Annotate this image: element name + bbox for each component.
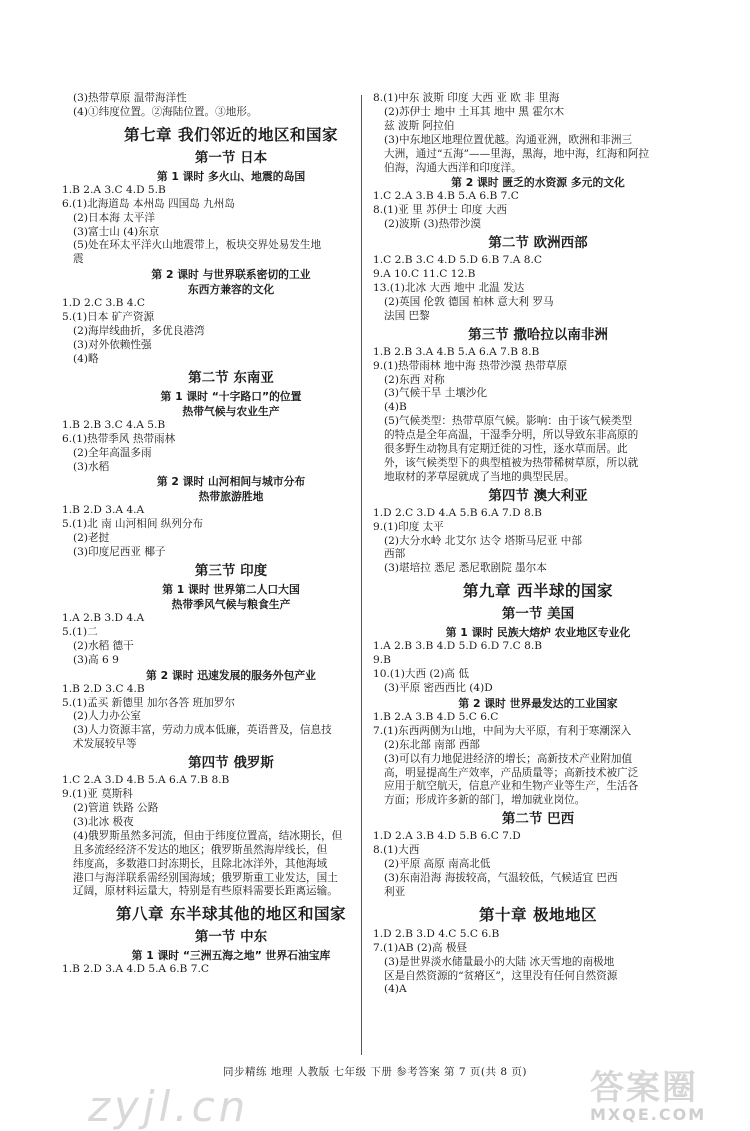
answer-line: (3)高 6 9 <box>73 653 119 666</box>
section-heading: 第二节 东南亚 <box>188 369 274 386</box>
answer-line: (2)波斯 (3)热带沙漠 <box>384 218 481 231</box>
answer-line: 1.B 2.D 3.A 4.A <box>62 504 145 517</box>
answer-line: (3)热带草原 温带海洋性 <box>73 92 187 104</box>
answer-line: 术发展较早等 <box>73 738 137 751</box>
answer-line: (3)气候干旱 土壤沙化 <box>384 387 488 400</box>
answer-line: 1.D 2.B 3.D 4.C 5.C 6.B <box>373 927 500 940</box>
answer-line: 外，该气候类型下的典型植被为热带稀树草原，所以就 <box>384 456 639 469</box>
answer-line: (5)气候类型：热带草原气候。影响：由于该气候类型 <box>384 415 633 428</box>
answer-line: 7.(1)AB (2)高 极昼 <box>373 941 468 954</box>
answer-line: 13.(1)北冰 大西 地中 北温 发达 <box>373 281 525 294</box>
answer-line: (3)堪培拉 悉尼 悉尼歌剧院 墨尔本 <box>384 562 547 575</box>
lesson-heading: 热带旅游胜地 <box>198 490 264 504</box>
answer-line: 5.(1)孟买 新德里 加尔各答 班加罗尔 <box>62 696 235 709</box>
answer-line: (3)可以有力地促进经济的增长；高新技术产业附加值 <box>384 752 633 765</box>
answer-line: 1.B 2.B 3.C 4.A 5.B <box>62 418 166 431</box>
answer-line: 6.(1)热带季风 热带雨林 <box>62 432 176 445</box>
lesson-heading: 第 2 课时 匮乏的水资源 多元的文化 <box>451 176 625 190</box>
lesson-heading: 热带季风气候与粮食生产 <box>171 598 291 612</box>
answer-line: (4)B <box>384 401 407 414</box>
answer-line: (2)英国 伦敦 德国 柏林 意大利 罗马 <box>384 295 554 308</box>
answer-line: (3)印度尼西亚 椰子 <box>73 546 166 559</box>
answer-line: 7.(1)东西两侧为山地，中间为大平原，有利于寒潮深入 <box>373 724 632 737</box>
answer-line: 9.(1)亚 莫斯科 <box>62 788 133 801</box>
answer-line: 8.(1)亚 里 苏伊士 印度 大西 <box>373 204 507 217</box>
answer-line: 纬度高，多数港口封冻期长，且除北冰洋外，其他海域 <box>73 857 328 870</box>
answer-line: (2)老挝 <box>73 532 110 545</box>
section-heading: 第四节 俄罗斯 <box>188 755 274 772</box>
section-heading: 第二节 欧洲西部 <box>488 235 588 252</box>
answer-line: (2)东北部 南部 西部 <box>384 738 480 751</box>
answer-line: 伯海，沟通大西洋和印度洋。 <box>384 161 522 174</box>
answer-line: (2)平原 高原 南高北低 <box>384 858 491 871</box>
answer-line: 1.D 2.C 3.D 4.A 5.B 6.A 7.D 8.B <box>373 506 542 519</box>
answer-line: 港口与海洋联系需经别国海域；俄罗斯重工业发达，国土 <box>73 871 338 884</box>
answer-line: 地取材的茅草屋就成了当地的典型民居。 <box>384 470 575 483</box>
answer-line: (3)人力资源丰富，劳动力成本低廉，英语普及，信息技 <box>73 724 332 737</box>
section-heading: 第一节 日本 <box>194 149 268 166</box>
lesson-heading: 第 2 课时 与世界联系密切的工业 <box>151 268 311 282</box>
answer-line: (3)是世界淡水储量最小的大陆 冰天雪地的南极地 <box>384 955 615 968</box>
page-footer: 同步精练 地理 人教版 七年级 下册 参考答案 第 7 页(共 8 页) <box>223 1066 527 1078</box>
answer-line: 1.B 2.D 3.A 4.D 5.A 6.B 7.C <box>62 963 209 976</box>
answer-line: 5.(1)日本 矿产资源 <box>62 311 155 324</box>
answer-line: 且多流经经济不发达的地区；俄罗斯虽然海岸线长，但 <box>73 843 328 856</box>
chapter-heading: 第八章 东半球其他的地区和国家 <box>116 905 346 924</box>
answer-line: (3)平原 密西西比 (4)D <box>384 682 493 694</box>
answer-line: (2)东西 对称 <box>384 373 445 386</box>
answer-line: 方面；形成许多新的部门，增加就业岗位。 <box>384 794 586 807</box>
answer-line: 西部 <box>384 548 406 561</box>
answer-line: 1.B 2.D 3.C 4.B <box>62 682 145 695</box>
answer-line: 1.C 2.A 3.B 4.B 5.A 6.B 7.C <box>373 190 519 203</box>
answer-line: (3)中东地区地理位置优越。沟通亚洲，欧洲和非洲三 <box>384 133 633 146</box>
answer-line: (2)水稻 德干 <box>73 639 134 652</box>
answer-line: (2)苏伊士 地中 土耳其 地中 黑 霍尔木 <box>384 105 565 118</box>
lesson-heading: 第 1 课时 多火山、地震的岛国 <box>156 169 306 183</box>
answer-line: 9.(1)热带雨林 地中海 热带沙漠 热带草原 <box>373 359 568 372</box>
left-column <box>62 92 400 977</box>
column-divider <box>361 95 362 1055</box>
answer-line: (2)日本海 太平洋 <box>73 211 155 224</box>
answer-line: 9.(1)印度 太平 <box>373 520 444 533</box>
answer-line: (2)人力办公室 <box>73 710 141 723</box>
answer-line: (3)水稻 <box>73 460 110 473</box>
right-column <box>373 92 703 997</box>
answer-line: 高，明显提高生产效率，产品质量等；高新技术被广泛 <box>384 766 639 779</box>
answer-line: (4)A <box>384 983 407 996</box>
answer-line: 1.B 2.B 3.A 4.B 5.A 6.A 7.B 8.B <box>373 345 540 358</box>
answer-line: (3)富士山 (4)东京 <box>73 225 160 238</box>
section-heading: 第四节 澳大利亚 <box>488 487 588 504</box>
section-heading: 第二节 巴西 <box>501 811 575 828</box>
answer-line: (4)俄罗斯虽然多河流，但由于纬度位置高，结冰期长，但 <box>73 829 343 842</box>
answer-line: 9.B <box>373 654 391 667</box>
answer-line: 10.(1)大西 (2)高 低 <box>373 668 469 681</box>
section-heading: 第一节 美国 <box>501 606 575 623</box>
lesson-heading: 第 2 课时 山河相间与城市分布 <box>156 475 306 489</box>
answer-line: 应用于航空航天，信息产业和生物产业等生产，生活各 <box>384 780 639 793</box>
lesson-heading: 第 1 课时 “十字路口”的位置 <box>160 389 302 403</box>
answer-line: 法国 巴黎 <box>384 309 430 322</box>
answer-line: (4)略 <box>73 352 99 365</box>
answer-line: 区是自然资源的“贫瘠区”，这里没有任何自然资源 <box>384 969 618 982</box>
chapter-heading: 第七章 我们邻近的地区和国家 <box>124 125 338 144</box>
answer-line: (2)管道 铁路 公路 <box>73 802 159 814</box>
answer-line: (3)北冰 极夜 <box>73 815 134 828</box>
watermark-mxqe-url: MXQE.COM <box>590 1105 707 1124</box>
answer-line: (2)海岸线曲折，多优良港湾 <box>73 325 205 338</box>
answer-line: 1.A 2.B 3.D 4.A <box>62 612 145 625</box>
lesson-heading: 第 2 课时 世界最发达的工业国家 <box>458 696 618 710</box>
answer-line: 大洲，通过“五海”——里海，黑海，地中海，红海和阿拉 <box>384 147 650 160</box>
watermark-mxqe-title: 答案圈 <box>590 1068 698 1108</box>
answer-line: 辽阔，原材料运量大，特别是有些原料需要长距离运输。 <box>73 885 338 898</box>
answer-line: 1.D 2.A 3.B 4.D 5.B 6.C 7.D <box>373 830 521 843</box>
answer-line: 1.C 2.B 3.C 4.D 5.D 6.B 7.A 8.C <box>373 254 542 267</box>
answer-line: (5)处在环太平洋火山地震带上，板块交界处易发生地 <box>73 239 322 252</box>
chapter-heading: 第九章 西半球的国家 <box>463 582 613 601</box>
lesson-heading: 第 1 课时 “三洲五海之地” 世界石油宝库 <box>131 949 331 963</box>
answer-line: (3)东南沿海 海拔较高，气温较低，气候适宜 巴西 <box>384 871 618 884</box>
lesson-heading: 第 1 课时 民族大熔炉 农业地区专业化 <box>445 626 631 640</box>
chapter-heading: 第十章 极地地区 <box>479 905 597 924</box>
watermark-mxqe <box>590 1060 706 1124</box>
lesson-heading: 第 2 课时 迅速发展的服务外包产业 <box>146 668 316 682</box>
answer-line: (2)大分水岭 北艾尔 达令 塔斯马尼亚 中部 <box>384 534 582 547</box>
answer-line: 1.B 2.A 3.C 4.D 5.B <box>62 183 166 196</box>
answer-line: 1.A 2.B 3.B 4.D 5.D 6.D 7.C 8.B <box>373 640 543 653</box>
answer-line: 震 <box>73 253 84 266</box>
answer-line: 1.B 2.A 3.B 4.D 5.C 6.C <box>373 710 499 723</box>
lesson-heading: 东西方兼容的文化 <box>187 283 275 297</box>
answer-line: 5.(1)北 南 山河相间 纵列分布 <box>62 518 204 531</box>
answer-line: 9.A 10.C 11.C 12.B <box>373 268 476 281</box>
section-heading: 第三节 印度 <box>194 563 268 580</box>
answer-line: 的特点是全年高温，干湿季分明，所以导致东非高原的 <box>384 429 639 442</box>
answer-line: (4)①纬度位置。②海陆位置。③地形。 <box>73 105 258 118</box>
answer-line: 8.(1)大西 <box>373 844 420 857</box>
answer-line: 兹 波斯 阿拉伯 <box>384 119 455 132</box>
answer-line: 6.(1)北海道岛 本州岛 四国岛 九州岛 <box>62 197 235 210</box>
answer-line: 1.C 2.A 3.D 4.B 5.A 6.A 7.B 8.B <box>62 774 230 787</box>
answer-line: 很多野生动物具有定期迁徙的习性，逐水草而居。此 <box>384 443 628 456</box>
section-heading: 第一节 中东 <box>194 929 268 946</box>
answer-line: 5.(1)二 <box>62 625 98 638</box>
answer-line: 1.D 2.C 3.B 4.C <box>62 297 146 310</box>
lesson-heading: 第 1 课时 世界第二人口大国 <box>162 583 300 597</box>
answer-line: (3)对外依赖性强 <box>73 338 152 351</box>
answer-line: (2)全年高温多雨 <box>73 446 152 459</box>
section-heading: 第三节 撒哈拉以南非洲 <box>468 326 608 343</box>
answer-line: 8.(1)中东 波斯 印度 大西 亚 欧 非 里海 <box>373 92 560 104</box>
watermark-zyjl: zyjl.cn <box>88 1082 250 1131</box>
lesson-heading: 热带气候与农业生产 <box>182 404 280 418</box>
answer-line: 利亚 <box>384 885 406 898</box>
